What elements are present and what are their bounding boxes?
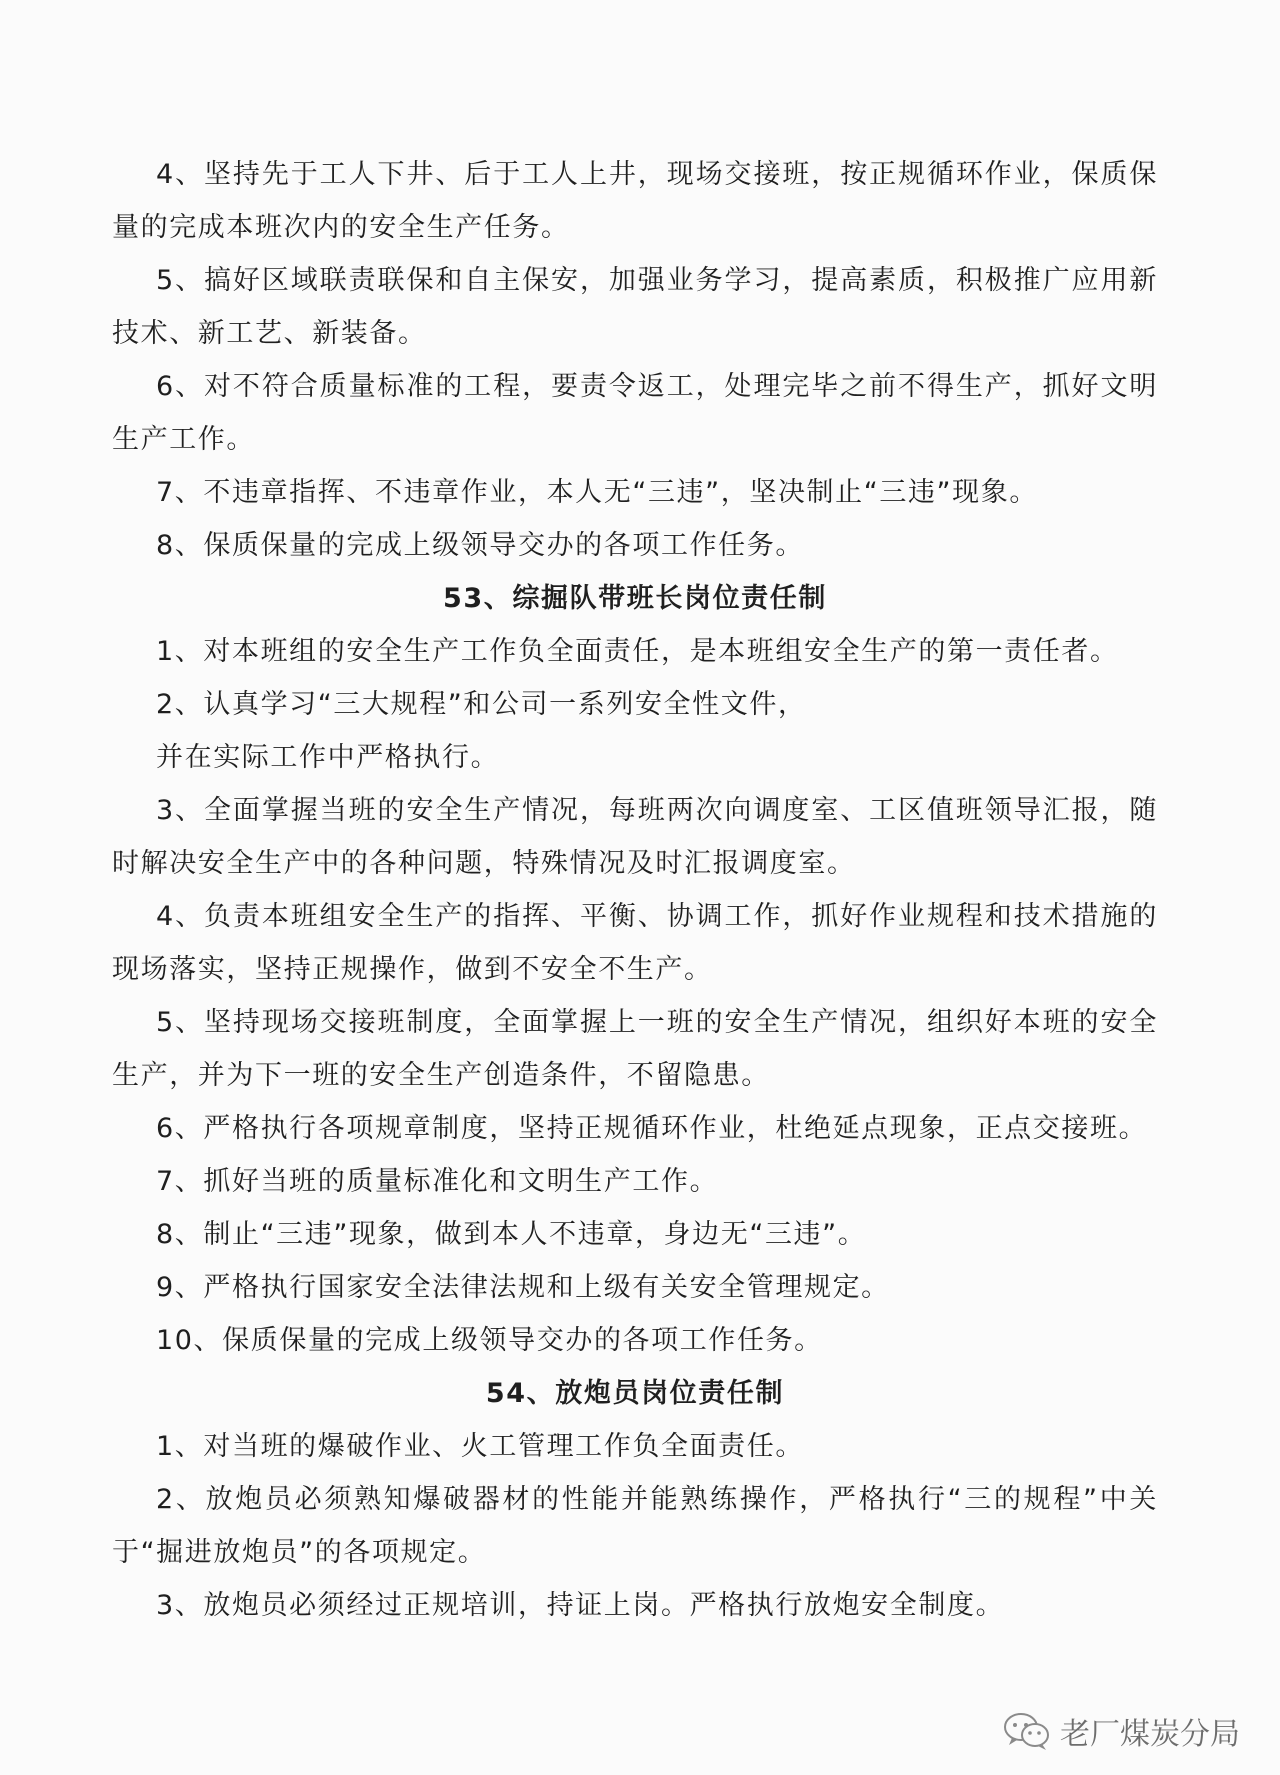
wechat-icon: [1002, 1710, 1052, 1752]
paragraph-c-2: 2、放炮员必须熟知爆破器材的性能并能熟练操作，严格执行“三的规程”中关于“掘进放炮员”的各项规定。: [112, 1484, 1158, 1568]
paragraph-a-4: 4、坚持先于工人下井、后于工人上井，现场交接班，按正规循环作业，保质保量的完成本班次内的安全生产任务。: [112, 159, 1158, 243]
paragraph-b-8: 8、制止“三违”现象，做到本人不违章，身边无“三违”。: [156, 1219, 867, 1250]
paragraph-a-5: 5、搞好区域联责联保和自主保安，加强业务学习，提高素质，积极推广应用新技术、新工艺、新装备。: [112, 265, 1158, 349]
paragraph-b-2: 2、认真学习“三大规程”和公司一系列安全性文件，: [156, 689, 807, 720]
paragraph-b-2-continuation: 并在实际工作中严格执行。: [156, 742, 500, 773]
paragraph-b-5: 5、坚持现场交接班制度，全面掌握上一班的安全生产情况，组织好本班的安全生产，并为下一班的安全生产创造条件，不留隐患。: [112, 1007, 1158, 1091]
paragraph-c-1: 1、对当班的爆破作业、火工管理工作负全面责任。: [156, 1431, 804, 1462]
watermark-text: 老厂煤炭分局: [1060, 1717, 1240, 1752]
paragraph-b-9: 9、严格执行国家安全法律法规和上级有关安全管理规定。: [156, 1272, 890, 1303]
paragraph-a-8: 8、保质保量的完成上级领导交办的各项工作任务。: [156, 530, 804, 561]
document-body: [112, 148, 1158, 1632]
section-heading-53: 53、综掘队带班长岗位责任制: [443, 583, 827, 614]
paragraph-b-6: 6、严格执行各项规章制度，坚持正规循环作业，杜绝延点现象，正点交接班。: [156, 1113, 1148, 1144]
paragraph-b-3: 3、全面掌握当班的安全生产情况，每班两次向调度室、工区值班领导汇报，随时解决安全生产中的各种问题，特殊情况及时汇报调度室。: [112, 795, 1158, 879]
watermark: [1002, 1708, 1240, 1754]
paragraph-b-10: 10、保质保量的完成上级领导交办的各项工作任务。: [156, 1325, 823, 1356]
paragraph-a-6: 6、对不符合质量标准的工程，要责令返工，处理完毕之前不得生产，抓好文明生产工作。: [112, 371, 1158, 455]
paragraph-b-7: 7、抓好当班的质量标准化和文明生产工作。: [156, 1166, 719, 1197]
section-heading-54: 54、放炮员岗位责任制: [485, 1378, 785, 1409]
paragraph-a-7: 7、不违章指挥、不违章作业，本人无“三违”，坚决制止“三违”现象。: [156, 477, 1038, 508]
paragraph-b-1: 1、对本班组的安全生产工作负全面责任，是本班组安全生产的第一责任者。: [156, 636, 1119, 667]
paragraph-b-4: 4、负责本班组安全生产的指挥、平衡、协调工作，抓好作业规程和技术措施的现场落实，坚持正规操作，做到不安全不生产。: [112, 901, 1158, 985]
paragraph-c-3: 3、放炮员必须经过正规培训，持证上岗。严格执行放炮安全制度。: [156, 1590, 1005, 1621]
